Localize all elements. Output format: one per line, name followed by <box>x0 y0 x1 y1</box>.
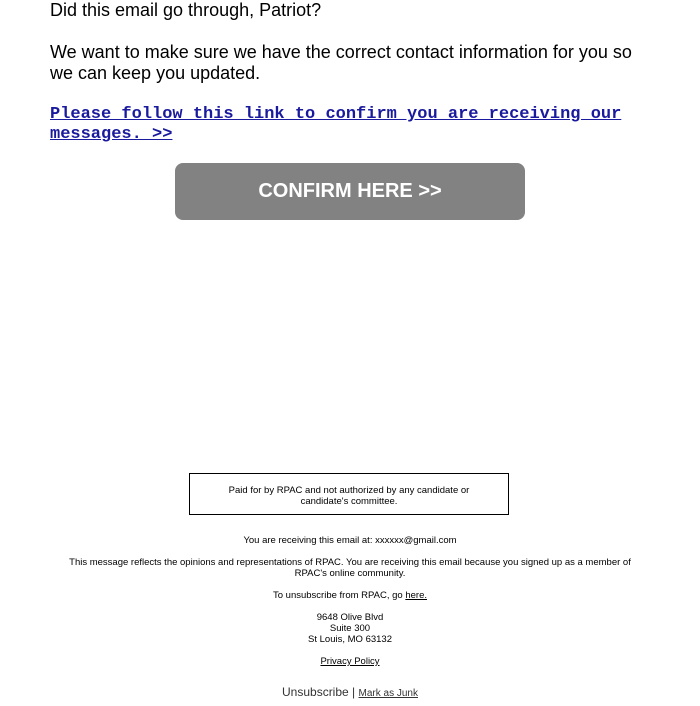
unsubscribe-label[interactable]: Unsubscribe <box>282 685 349 699</box>
email-greeting: Did this email go through, Patriot? <box>50 0 322 20</box>
unsubscribe-separator: | <box>352 685 356 699</box>
address-line-3: St Louis, MO 63132 <box>308 634 392 645</box>
privacy-policy-row <box>50 656 650 667</box>
paid-for-disclaimer <box>189 473 509 515</box>
opinion-line-1: This message reflects the opinions and representations of RPAC. You are receiving this email because you signed up as a member of <box>69 557 631 568</box>
address-line-1: 9648 Olive Blvd <box>316 612 384 623</box>
unsubscribe-row <box>50 685 650 701</box>
disclaimer-line-1: Paid for by RPAC and not authorized by any candidate or <box>228 485 470 496</box>
email-intro: We want to make sure we have the correct contact information for you so we can keep you updated. <box>50 42 632 83</box>
unsubscribe-prefix: To unsubscribe from RPAC, go <box>272 590 403 601</box>
opinion-line-2: RPAC's online community. <box>294 568 406 579</box>
privacy-policy-link[interactable]: Privacy Policy <box>320 656 380 667</box>
receiving-email-notice: You are receiving this email at: xxxxxx@gmail.com <box>243 535 457 546</box>
disclaimer-line-2: candidate's committee. <box>300 496 398 507</box>
unsubscribe-here-link[interactable]: here. <box>405 590 427 601</box>
address-line-2: Suite 300 <box>329 623 371 634</box>
mailing-address <box>50 612 650 645</box>
opinion-notice <box>50 557 650 579</box>
mark-as-junk-link[interactable]: Mark as Junk <box>358 688 418 699</box>
confirm-text-link[interactable]: Please follow this link to confirm you are receiving our messages. >> <box>50 105 622 144</box>
unsubscribe-notice <box>50 590 650 601</box>
confirm-here-button[interactable]: CONFIRM HERE >> <box>175 163 525 220</box>
